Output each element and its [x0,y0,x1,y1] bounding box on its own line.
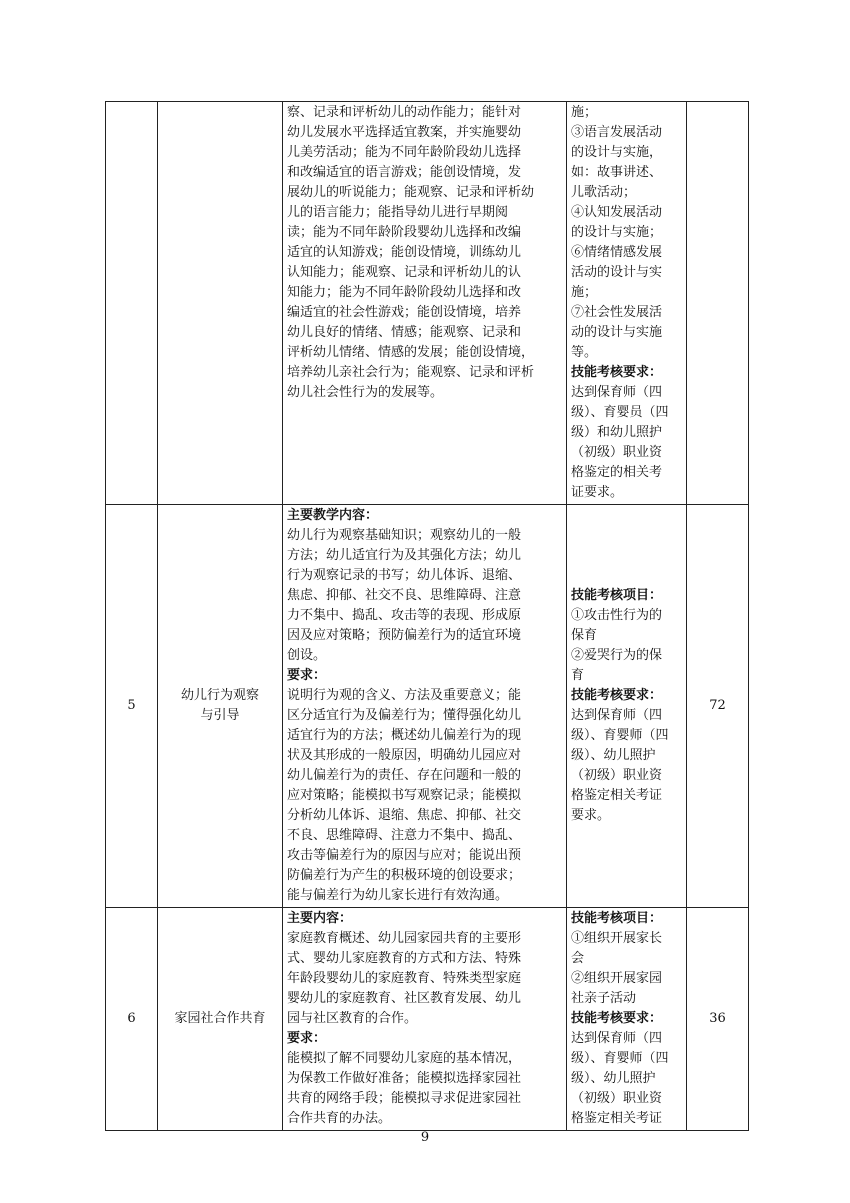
text-line: 级）、育婴师（四 [571,728,669,743]
text-line: 应对策略；能模拟书写观察记录；能模拟 [287,788,522,803]
text-line: 幼儿行为观察基础知识；观察幼儿的一般 [287,528,522,543]
text-line: 的设计与实施， [571,145,663,160]
text-line: 婴幼儿的家庭教育、社区教育发展、幼儿 [287,991,522,1006]
text-line: 级）和幼儿照护 [571,425,663,440]
text-line: 级）、育婴员（四 [571,405,669,420]
text-line: 适宜的认知游戏；能创设情境，训练幼儿 [287,245,522,260]
row-number: 6 [106,908,158,1131]
text-line: 幼儿良好的情绪、情感；能观察、记录和 [287,325,522,340]
text-line: 状及其形成的一般原因，明确幼儿园应对 [287,748,522,763]
text-line: 分析幼儿体诉、退缩、焦虑、抑郁、社交 [287,808,522,823]
text-line: 编适宜的社会性游戏；能创设情境，培养 [287,305,522,320]
text-line: 要求。 [571,808,611,823]
text-line: 因及应对策略；预防偏差行为的适宜环境 [287,628,522,643]
content-cell [283,102,567,505]
skill-cell [567,505,687,908]
text-line: 活动的设计与实 [571,265,663,280]
text-line: 方法；幼儿适宜行为及其强化方法；幼儿 [287,548,522,563]
text-line: 要求： [287,668,327,683]
skill-cell [567,908,687,1131]
course-name [158,102,283,505]
text-line: 区分适宜行为及偏差行为；懂得强化幼儿 [287,708,522,723]
text-line: 动的设计与实施 [571,325,663,340]
text-line: 等。 [571,345,598,360]
text-line: 能与偏差行为幼儿家长进行有效沟通。 [287,888,509,903]
text-line: 技能考核项目： [571,588,663,603]
text-line: 格鉴定相关考证 [571,1111,663,1126]
page-number: 9 [420,1130,430,1145]
content-cell [283,908,567,1131]
row-number: 5 [106,505,158,908]
text-line: 培养幼儿亲社会行为；能观察、记录和评析 [287,365,535,380]
text-line: 说明行为观的含义、方法及重要意义；能 [287,688,522,703]
hours-cell [687,102,749,505]
text-line: 适宜行为的方法；概述幼儿偏差行为的现 [287,728,522,743]
text-line: 级）、幼儿照护 [571,1071,656,1086]
text-line: 展幼儿的听说能力；能观察、记录和评析幼 [287,185,535,200]
text-line: 的设计与实施； [571,225,663,240]
text-line: ①组织开展家长 [571,931,663,946]
text-line: 和改编适宜的语言游戏；能创设情境，发 [287,165,522,180]
text-line: 知能力；能为不同年龄阶段幼儿选择和改 [287,285,522,300]
row-number [106,102,158,505]
text-line: 攻击等偏差行为的原因与应对；能说出预 [287,848,522,863]
text-line: 评析幼儿情绪、情感的发展；能创设情境， [287,345,535,360]
text-line: 技能考核要求： [571,688,663,703]
text-line: ⑦社会性发展活 [571,305,663,320]
text-line: 如：故事讲述、 [571,165,663,180]
hours-cell: 72 [687,505,749,908]
text-line: 为保教工作做好准备；能模拟选择家园社 [287,1071,522,1086]
text-line: 会 [571,951,585,966]
text-line: 共育的网络手段；能模拟寻求促进家园社 [287,1091,522,1106]
text-line: ②组织开展家园 [571,971,663,986]
text-line: 幼儿社会性行为的发展等。 [287,385,444,400]
text-line: 行为观察记录的书写；幼儿体诉、退缩、 [287,568,522,583]
text-line: 社亲子活动 [571,991,637,1006]
course-name: 幼儿行为观察与引导 [158,505,283,908]
text-line: 读；能为不同年龄阶段婴幼儿选择和改编 [287,225,522,240]
text-line: 主要内容： [287,911,353,926]
content-cell [283,505,567,908]
curriculum-table [105,101,749,1131]
text-line: 施； [571,285,598,300]
text-line: 达到保育师（四 [571,385,663,400]
text-line: 证要求。 [571,485,624,500]
text-line: 保育 [571,628,598,643]
text-line: 格鉴定的相关考 [571,465,663,480]
text-line: ⑥情绪情感发展 [571,245,663,260]
text-line: 幼儿发展水平选择适宜教案，并实施婴幼 [287,125,522,140]
text-line: 创设。 [287,648,327,663]
text-line: ④认知发展活动 [571,205,663,220]
text-line: 能模拟了解不同婴幼儿家庭的基本情况， [287,1051,522,1066]
text-line: 达到保育师（四 [571,1031,663,1046]
text-line: 施； [571,105,598,120]
text-line: 技能考核要求： [571,365,663,380]
text-line: （初级）职业资 [571,768,663,783]
text-line: 级）、育婴师（四 [571,1051,669,1066]
text-line: 主要教学内容： [287,508,379,523]
skill-cell [567,102,687,505]
text-line: 合作共育的办法。 [287,1111,392,1126]
text-line: 达到保育师（四 [571,708,663,723]
text-line: ③语言发展活动 [571,125,663,140]
text-line: 儿的语言能力；能指导幼儿进行早期阅 [287,205,509,220]
text-line: （初级）职业资 [571,1091,663,1106]
table-row [106,908,749,1131]
table-row [106,505,749,908]
text-line: 儿歌活动； [571,185,637,200]
text-line: 防偏差行为产生的积极环境的创设要求； [287,868,522,883]
text-line: （初级）职业资 [571,445,663,460]
text-line: 格鉴定相关考证 [571,788,663,803]
text-line: 察、记录和评析幼儿的动作能力；能针对 [287,105,522,120]
text-line: 技能考核要求： [571,1011,663,1026]
text-line: 级）、幼儿照护 [571,748,656,763]
text-line: ②爱哭行为的保 [571,648,663,663]
text-line: 不良、思维障碍、注意力不集中、捣乱、 [287,828,522,843]
text-line: 幼儿偏差行为的责任、存在问题和一般的 [287,768,522,783]
table-row [106,102,749,505]
text-line: 力不集中、捣乱、攻击等的表现、形成原 [287,608,522,623]
text-line: 园与社区教育的合作。 [287,1011,418,1026]
text-line: 年龄段婴幼儿的家庭教育、特殊类型家庭 [287,971,522,986]
text-line: 要求： [287,1031,327,1046]
text-line: 认知能力；能观察、记录和评析幼儿的认 [287,265,522,280]
text-line: 焦虑、抑郁、社交不良、思维障碍、注意 [287,588,522,603]
course-name: 家园社合作共育 [158,908,283,1131]
text-line: 育 [571,668,585,683]
text-line: 儿美劳活动；能为不同年龄阶段幼儿选择 [287,145,522,160]
text-line: 技能考核项目： [571,911,663,926]
text-line: 式、婴幼儿家庭教育的方式和方法、特殊 [287,951,522,966]
hours-cell: 36 [687,908,749,1131]
text-line: ①攻击性行为的 [571,608,663,623]
text-line: 家庭教育概述、幼儿园家园共育的主要形 [287,931,522,946]
